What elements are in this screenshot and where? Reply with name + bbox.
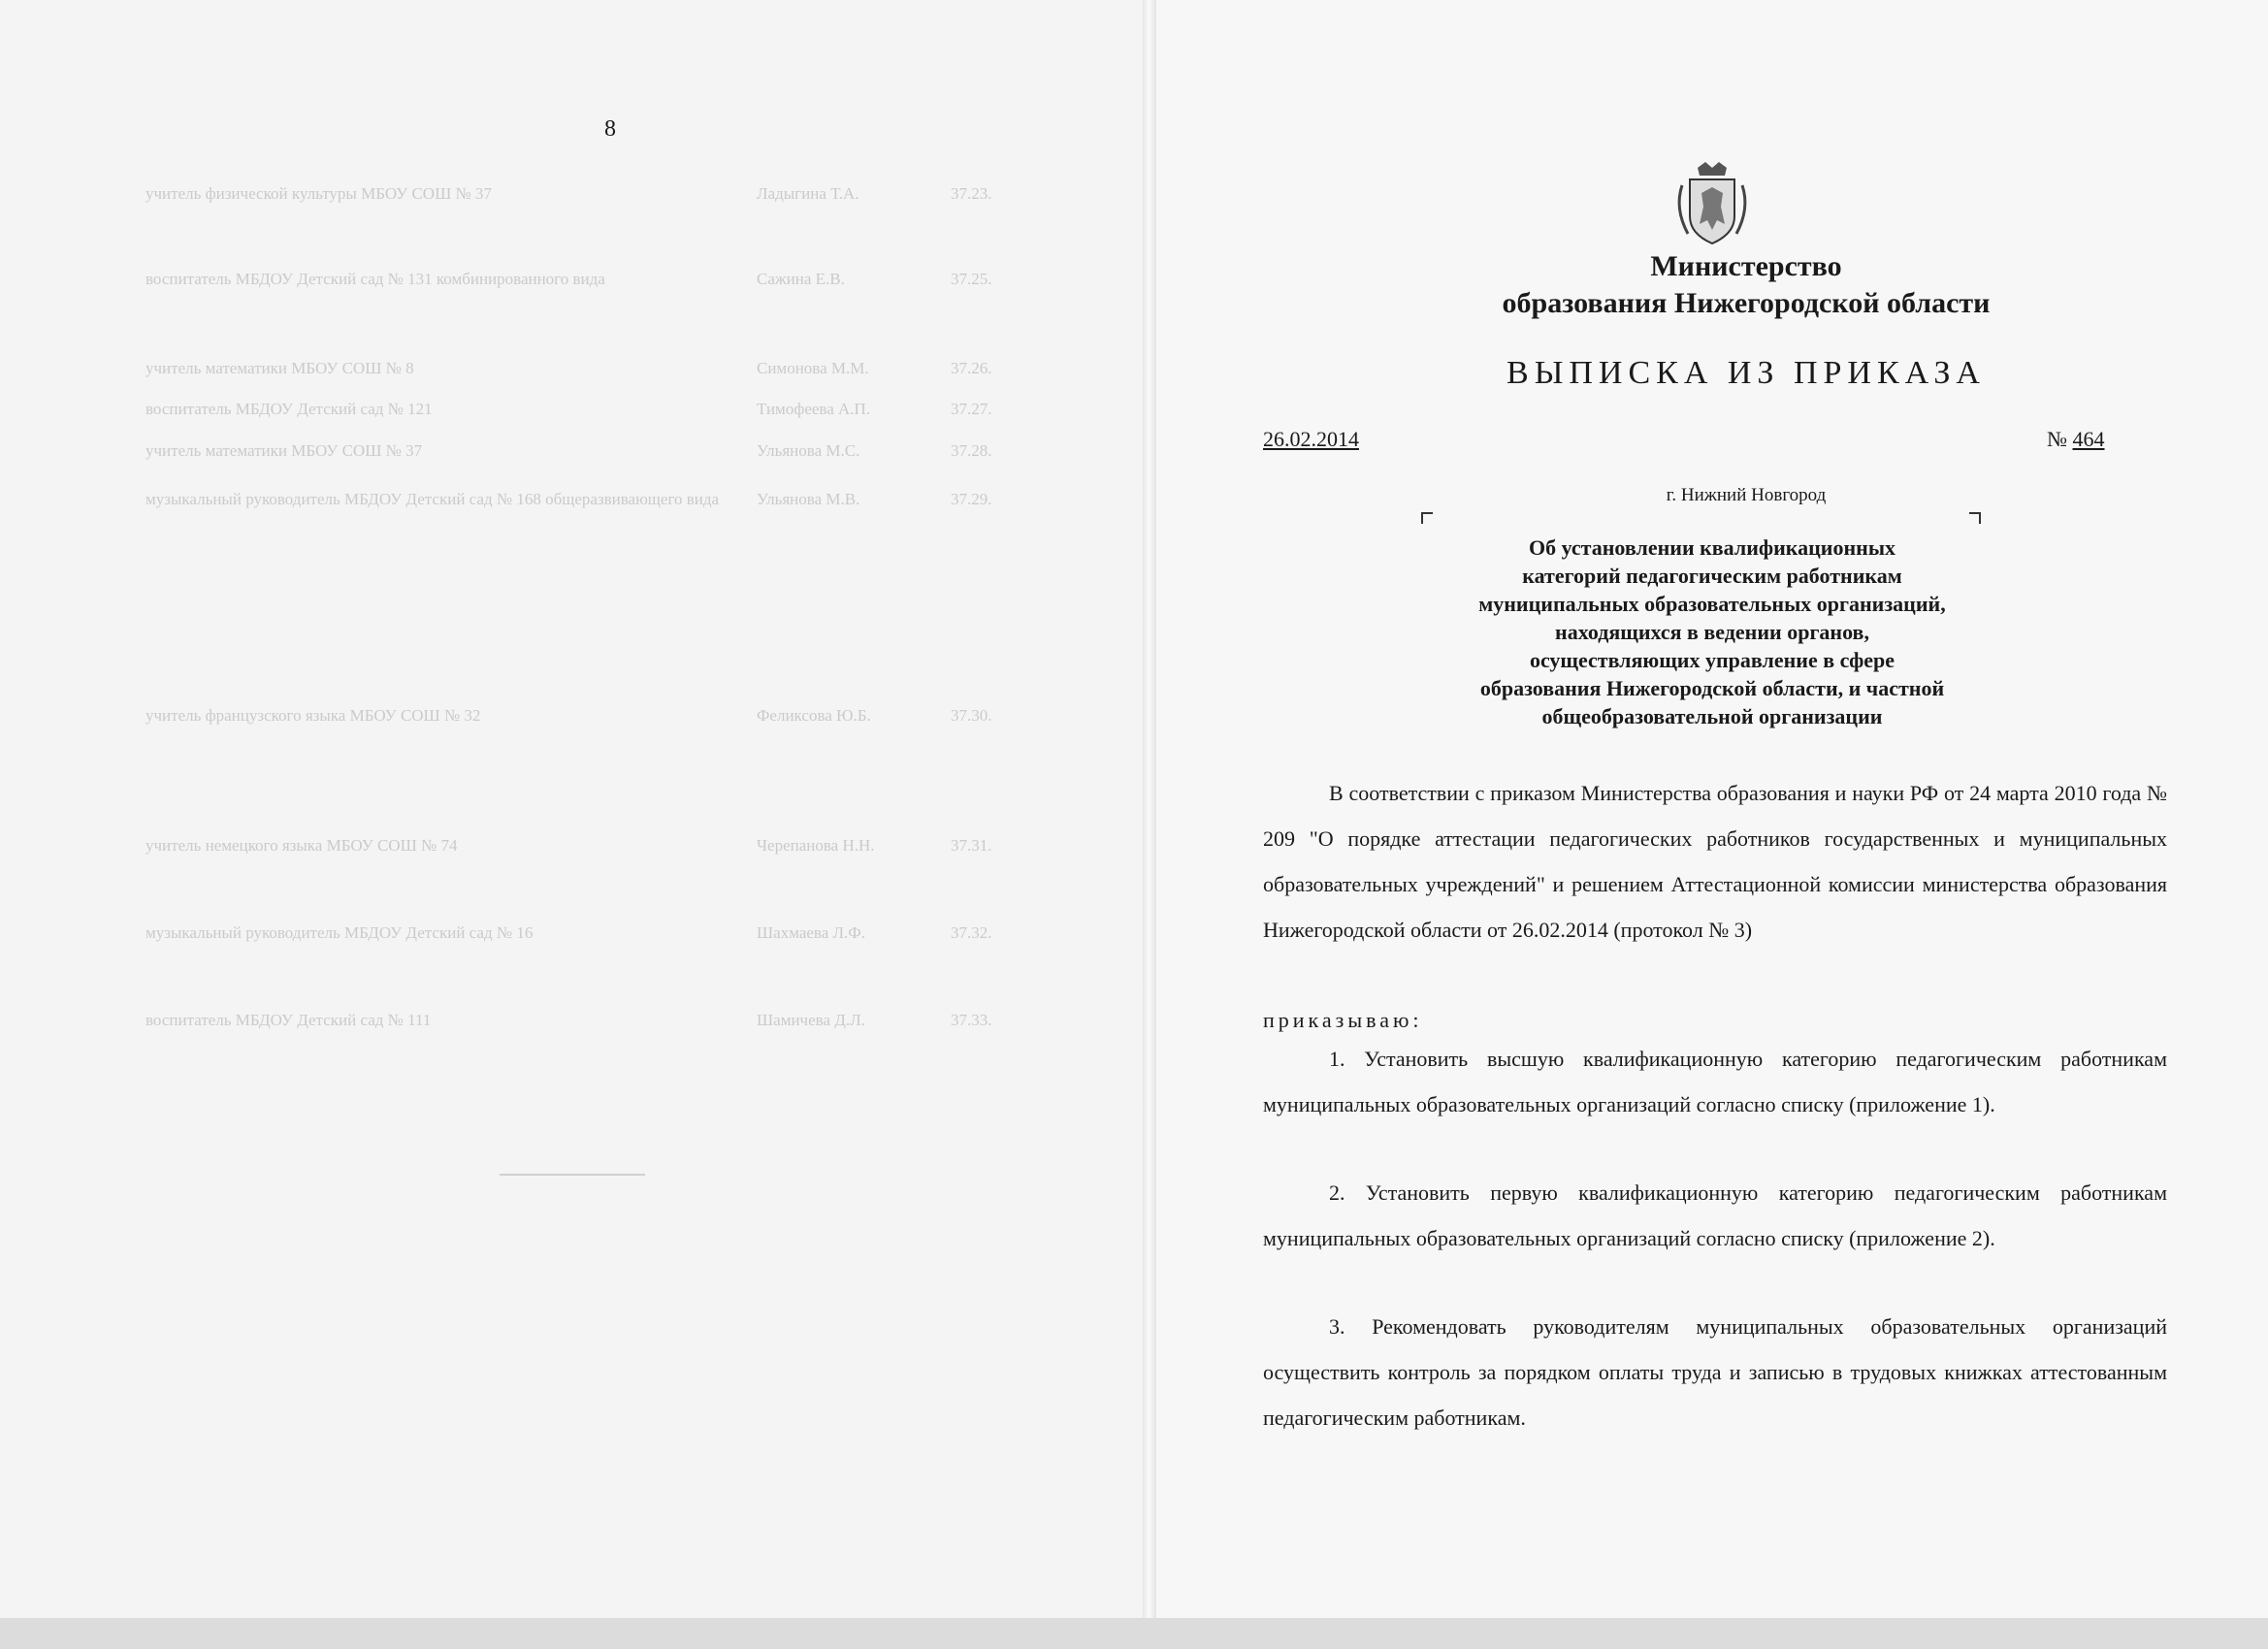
- corner-bracket-right: [1969, 512, 1981, 524]
- ghost-desc: музыкальный руководитель МБДОУ Детский сад № 168 общеразвивающего вида: [146, 490, 720, 508]
- ghost-name: Тимофеева А.П.: [757, 400, 871, 418]
- ministry-line-1: Министерство: [1650, 250, 1842, 282]
- city: г. Нижний Новгород: [1666, 485, 1827, 505]
- ghost-name: Ладыгина Т.А.: [757, 184, 859, 203]
- ghost-row: [146, 441, 1067, 467]
- order-date: 26.02.2014: [1263, 427, 1359, 451]
- ghost-num: 37.32.: [951, 923, 992, 942]
- order-subject: [1358, 534, 2066, 730]
- ghost-num: 37.23.: [951, 184, 992, 203]
- item-3: 3. Рекомендовать руководителям муниципальных образовательных организаций осуществить контроль за порядком оплаты труда и записью в трудовых книжках аттестованным педагогическим работникам.: [1263, 1314, 2167, 1430]
- subject-line: находящихся в ведении органов,: [1555, 620, 1869, 644]
- ghost-desc: учитель физической культуры МБОУ СОШ № 37: [146, 184, 492, 203]
- coat-of-arms-icon: [1669, 160, 1756, 247]
- corner-bracket-left: [1421, 512, 1433, 524]
- ghost-name: Феликсова Ю.Б.: [757, 706, 871, 725]
- ghost-num: 37.27.: [951, 400, 992, 418]
- subject-line: Об установлении квалификационных: [1528, 535, 1896, 560]
- ghost-row: [146, 184, 1067, 210]
- ghost-desc: учитель французского языка МБОУ СОШ № 32: [146, 706, 481, 725]
- ghost-num: 37.33.: [951, 1011, 992, 1029]
- number-sign: №: [2047, 427, 2067, 451]
- document-title: ВЫПИСКА ИЗ ПРИКАЗА: [1507, 355, 1986, 391]
- preamble-paragraph: В соответствии с приказом Министерства образования и науки РФ от 24 марта 2010 года № 209 "О порядке аттестации педагогических работников государственных и муниципальных образовательных учреждений" и решением Аттестационной комиссии министерства образования Нижегородской области от 26.02.2014 (протокол № 3): [1263, 781, 2167, 942]
- ghost-desc: воспитатель МБДОУ Детский сад № 131 комбинированного вида: [146, 270, 605, 288]
- page-number: 8: [604, 116, 616, 142]
- ghost-row: [146, 706, 1067, 731]
- ministry-line-2: образования Нижегородской области: [1502, 287, 1991, 319]
- ghost-name: Черепанова Н.Н.: [757, 836, 875, 855]
- ghost-name: Ульянова М.В.: [757, 490, 860, 508]
- item-2: 2. Установить первую квалификационную категорию педагогическим работникам муниципальных образовательных организаций согласно списку (приложение 2).: [1263, 1180, 2167, 1250]
- ghost-num: 37.30.: [951, 706, 992, 725]
- ghost-row: [146, 923, 1067, 949]
- ghost-num: 37.31.: [951, 836, 992, 855]
- ghost-num: 37.25.: [951, 270, 992, 288]
- subject-line: образования Нижегородской области, и частной: [1479, 676, 1945, 700]
- ghost-row: [146, 400, 1067, 425]
- ghost-row: [146, 1011, 1067, 1036]
- ghost-name: Шахмаева Л.Ф.: [757, 923, 865, 942]
- subject-line: муниципальных образовательных организаций,: [1478, 592, 1946, 616]
- subject-line: общеобразовательной организации: [1541, 704, 1883, 728]
- ghost-name: Шамичева Д.Л.: [757, 1011, 865, 1029]
- ghost-num: 37.28.: [951, 441, 992, 460]
- subject-line: категорий педагогическим работникам: [1522, 564, 1902, 588]
- ghost-desc: учитель математики МБОУ СОШ № 37: [146, 441, 423, 460]
- ghost-row: [146, 836, 1067, 861]
- ghost-desc: воспитатель МБДОУ Детский сад № 121: [146, 400, 433, 418]
- page-fold: [1143, 0, 1156, 1649]
- subject-line: осуществляющих управление в сфере: [1529, 648, 1895, 672]
- number-value: 464: [2072, 427, 2105, 451]
- ghost-row: [146, 270, 1067, 295]
- ghost-name: Ульянова М.С.: [757, 441, 860, 460]
- ministry-name: [1387, 248, 2105, 322]
- scan-edge: [0, 1618, 2268, 1649]
- ghost-num: 37.29.: [951, 490, 992, 508]
- ghost-divider: [500, 1174, 645, 1176]
- item-1: 1. Установить высшую квалификационную категорию педагогическим работникам муниципальных образовательных организаций согласно списку (приложение 1).: [1263, 1047, 2167, 1116]
- ghost-desc: учитель немецкого языка МБОУ СОШ № 74: [146, 836, 458, 855]
- order-number: [2047, 427, 2105, 452]
- ghost-name: Сажина Е.В.: [757, 270, 845, 288]
- ghost-desc: воспитатель МБДОУ Детский сад № 111: [146, 1011, 432, 1029]
- ghost-desc: музыкальный руководитель МБДОУ Детский сад № 16: [146, 923, 534, 942]
- ghost-row: [146, 359, 1067, 384]
- ghost-row: [146, 490, 1067, 515]
- ghost-desc: учитель математики МБОУ СОШ № 8: [146, 359, 414, 377]
- ghost-num: 37.26.: [951, 359, 992, 377]
- order-word: приказываю:: [1263, 1008, 1423, 1032]
- ghost-name: Симонова М.М.: [757, 359, 869, 377]
